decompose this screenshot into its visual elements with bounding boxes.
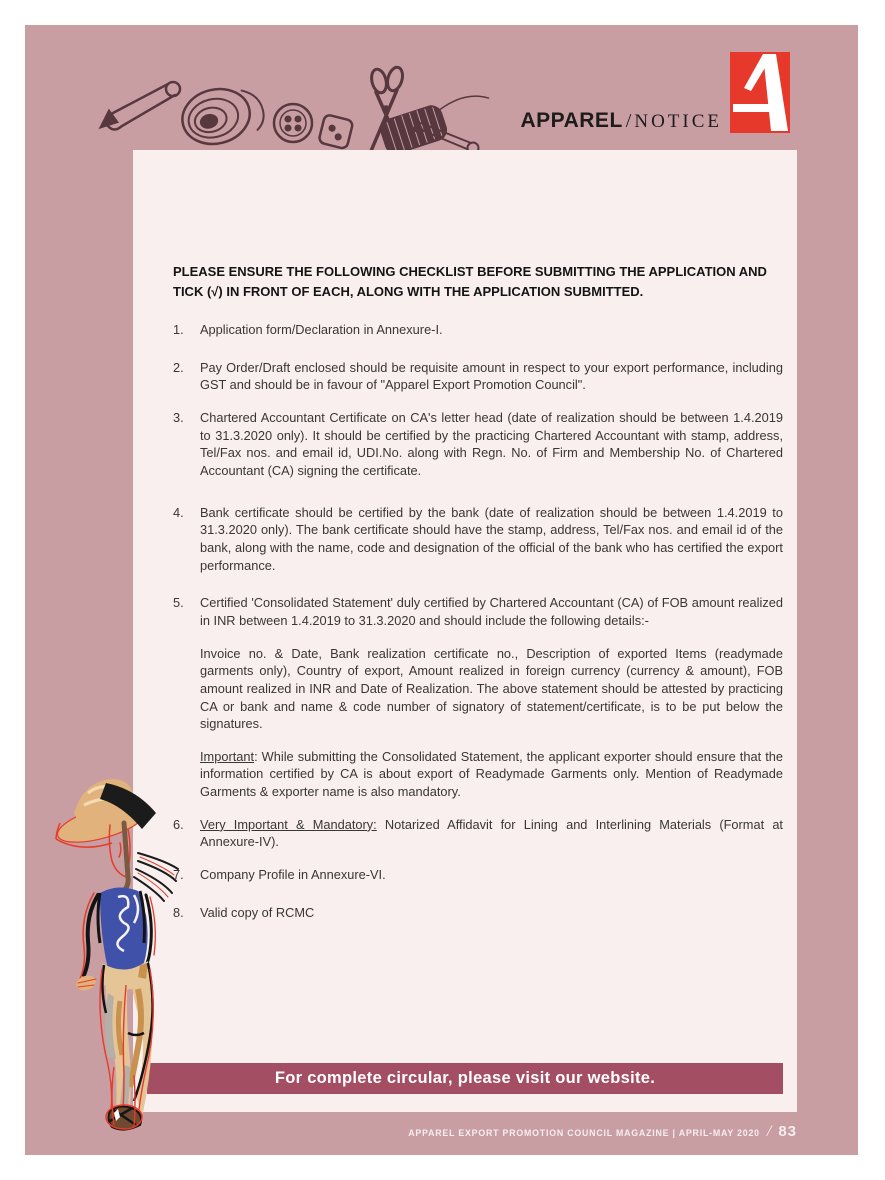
consolidated-statement-details	[200, 645, 783, 733]
page-number: 83	[778, 1123, 797, 1140]
website-banner: For complete circular, please visit our website.	[147, 1063, 783, 1094]
brand-title: APPAREL	[520, 109, 623, 132]
item-text: Pay Order/Draft enclosed should be requisite amount in respect to your export performance, including GST and should be in favour of "Apparel Export Promotion Council".	[200, 359, 783, 393]
item-number: 1.	[173, 322, 184, 337]
section-title: NOTICE	[634, 111, 722, 132]
footer-divider: /	[766, 1123, 772, 1140]
item-number: 2.	[173, 359, 184, 375]
notice-panel	[133, 150, 797, 1112]
footer	[133, 1123, 797, 1141]
list-item	[173, 409, 783, 480]
item-text: Chartered Accountant Certificate on CA's letter head (date of realization should be between 1.4.2019 to 31.3.2020 only). It should be certified by the practicing Chartered Accountant with stamp, address, Tel/Fax nos. and email id, UDI.No. along with Regn. No. of Firm and Membership No. of Chartered Accountant (CA) signing the certificate.	[200, 409, 783, 478]
masthead-divider: /	[625, 110, 632, 132]
hat-sketch	[54, 779, 156, 850]
list-item	[173, 904, 783, 922]
footer-text: APPAREL EXPORT PROMOTION COUNCIL MAGAZINE | APRIL-MAY 2020	[408, 1128, 760, 1138]
apparel-a-logo-icon	[730, 52, 790, 133]
item-number: 5.	[173, 595, 184, 611]
item-number: 4.	[173, 504, 184, 520]
blue-top-sketch	[98, 887, 148, 971]
item-number: 7.	[173, 867, 184, 883]
list-item	[173, 594, 783, 629]
item-text: Application form/Declaration in Annexure-I.	[200, 322, 443, 337]
masthead	[25, 109, 722, 133]
pants-sketch	[100, 961, 153, 1121]
important-lead: Important	[200, 748, 255, 764]
list-item	[173, 504, 783, 575]
list-item	[173, 321, 783, 339]
fashion-figure-illustration	[50, 765, 190, 1135]
checklist-heading: PLEASE ENSURE THE FOLLOWING CHECKLIST BEFORE SUBMITTING THE APPLICATION AND TICK (√) IN FRONT OF EACH, ALONG WITH THE APPLICATION SUBMITTED.	[173, 264, 767, 299]
item-text: Notarized Affidavit for Lining and Interlining Materials (Format at Annexure-IV).	[200, 816, 783, 850]
list-item	[173, 866, 783, 884]
list-item	[173, 816, 783, 851]
item-number: 3.	[173, 409, 184, 425]
item-text: Bank certificate should be certified by the bank (date of realization should be between 1.4.2019 to 31.3.2020 only). The bank certificate should have the stamp, address, Tel/Fax nos. and email id of the bank, along with the name, code and designation of the official of the bank who has certified the export performance.	[200, 504, 783, 573]
important-note	[200, 748, 783, 801]
list-item	[173, 359, 783, 394]
important-text: : While submitting the Consolidated Statement, the applicant exporter should ensure that the information certified by CA is about export of Readymade Garments only. Mention of Readymade Garments & exporter name is also mandatory.	[200, 748, 783, 800]
item-text: Company Profile in Annexure-VI.	[200, 867, 386, 883]
item-text: Certified 'Consolidated Statement' duly certified by Chartered Accountant (CA) of FOB amount realized in INR between 1.4.2019 to 31.3.2020 and should include the following details:-	[200, 595, 783, 628]
item-number: 8.	[173, 904, 184, 920]
details-text: Invoice no. & Date, Bank realization certificate no., Description of exported Items (readymade garments only), Country of export, Amount realized in foreign currency (currency & amount), FOB amount realized in INR and Date of Realization. The above statement should be attested by practicing CA or bank and name & code number of signatory of statement/certificate, is to be put below the signatures.	[200, 645, 783, 732]
checklist-continued	[173, 816, 783, 922]
checklist	[173, 321, 783, 630]
item-text: Valid copy of RCMC	[200, 904, 315, 920]
item-number: 6.	[173, 816, 184, 832]
item-lead: Very Important & Mandatory:	[200, 816, 377, 832]
page-background	[25, 25, 858, 1155]
